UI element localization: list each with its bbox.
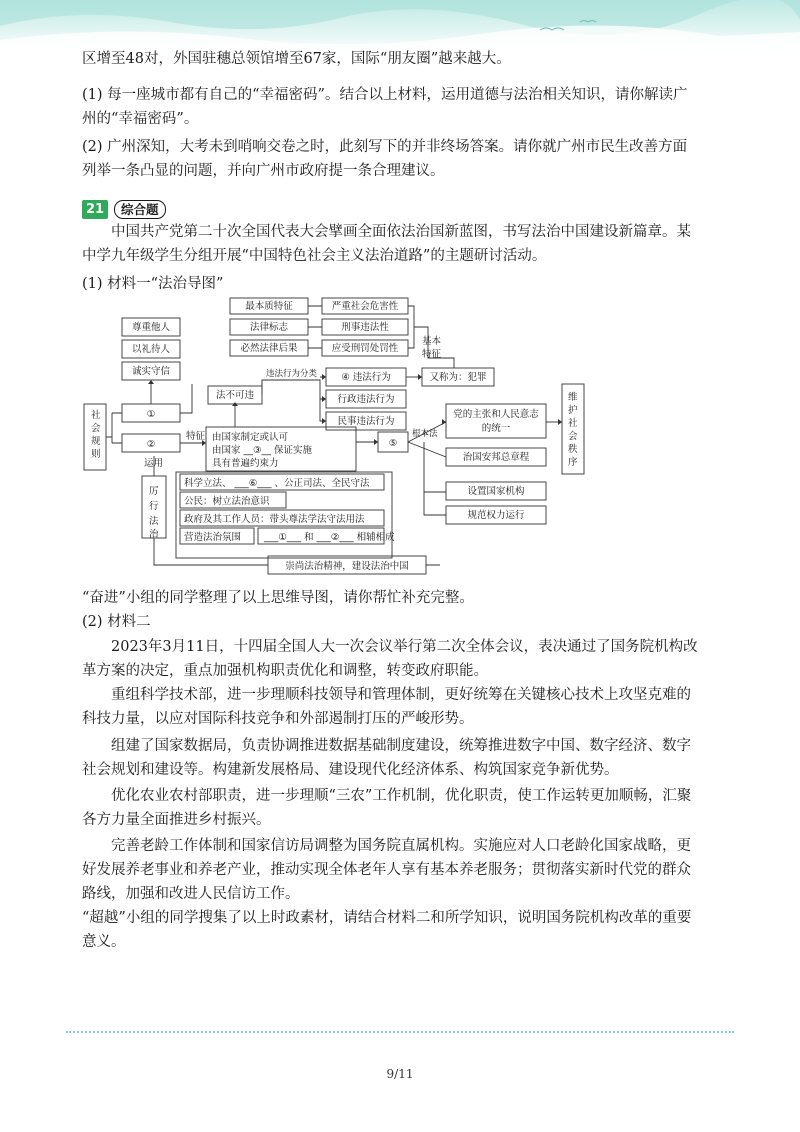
question-type-tag: 综合题 bbox=[114, 200, 166, 219]
material2-line: 路线，加强和改进人民信访工作。 bbox=[82, 886, 300, 902]
blank-5: ⑤ bbox=[388, 438, 398, 449]
basic-label: 特征 bbox=[422, 349, 442, 360]
question-part-2-cont: 列举一条凸显的问题，并向广州市政府提一条合理建议。 bbox=[82, 163, 445, 179]
constitution-item: 治国安邦总章程 bbox=[462, 452, 530, 463]
material2-line: 组建了国家数据局，负责协调推进数据基础制度建设，统筹推进数字中国、数字经济、数字 bbox=[111, 738, 691, 754]
violation-item: 行政违法行为 bbox=[337, 394, 395, 405]
paragraph-line: 区增至48对，外国驻穗总领馆增至67家，国际“朋友圈”越来越大。 bbox=[82, 51, 511, 67]
material2-line: 2023年3月11日，十四届全国人大一次会议举行第二次全体会议，表决通过了国务院机构改 bbox=[111, 639, 698, 655]
rule-of-law-mind-map bbox=[82, 296, 590, 578]
law-inviolable: 法不可违 bbox=[215, 390, 255, 401]
material2-line: 重组科学技术部，进一步理顺科技领导和管理体制，更好统筹在关键核心技术上攻坚克难的 bbox=[111, 687, 691, 703]
maintain-label: 维护社会秩序 bbox=[568, 392, 578, 468]
violation-class-label: 违法行为分类 bbox=[266, 369, 318, 379]
feature-line: 由国家制定或认可 bbox=[212, 432, 289, 443]
blank-2: ② bbox=[146, 439, 156, 450]
material2-question: “超越”小组的同学搜集了以上时政素材，请结合材料二和所学知识，说明国务院机构改革的重要 bbox=[82, 910, 692, 926]
left-item: 以礼待人 bbox=[131, 344, 171, 355]
also-called: 又称为：犯罪 bbox=[429, 372, 487, 383]
constitution-item: 规范权力运行 bbox=[467, 510, 525, 521]
diagram-instruction: “奋进”小组的同学整理了以上思维导图，请你帮忙补充完整。 bbox=[82, 590, 474, 606]
violation-item: ④ 违法行为 bbox=[341, 372, 391, 383]
sub-question-2: (2) 材料二 bbox=[82, 614, 151, 630]
material2-line: 革方案的决定，重点加强机构职责优化和调整，转变政府职能。 bbox=[82, 663, 488, 679]
question-header bbox=[82, 198, 166, 220]
social-rules-label: 社会规则 bbox=[91, 410, 101, 460]
material2-line: 科技力量，以应对国际科技竞争和外部遏制打压的严峻形势。 bbox=[82, 711, 474, 727]
material2-line: 各方力量全面推进乡村振兴。 bbox=[82, 812, 271, 828]
apply-label: 运用 bbox=[144, 458, 164, 469]
crime-feature: 严重社会危害性 bbox=[331, 301, 399, 312]
material2-line: 社会规划和建设等。构建新发展格局、建设现代化经济体系、构筑国家竞争新优势。 bbox=[82, 762, 619, 778]
root-law-label: 根本法 bbox=[412, 429, 438, 439]
question-part-1: (1) 每一座城市都有自己的“幸福密码”。结合以上材料，运用道德与法治相关知识，请你解读广 bbox=[82, 87, 688, 103]
basic-feature: 必然法律后果 bbox=[240, 343, 298, 354]
question-part-1-cont: 州的“幸福密码”。 bbox=[82, 111, 199, 127]
bottom-slogan: 崇尚法治精神，建设法治中国 bbox=[285, 561, 409, 572]
question-intro: 中国共产党第二十次全国代表大会擘画全面依法治国新蓝图，书写法治中国建设新篇章。某 bbox=[111, 224, 691, 240]
violation-item: 民事违法行为 bbox=[337, 416, 395, 427]
crime-feature: 应受刑罚处罚性 bbox=[331, 343, 399, 354]
question-intro-cont: 中学九年级学生分组开展“中国特色社会主义法治道路”的主题研讨活动。 bbox=[82, 248, 547, 264]
material2-line: 完善老龄工作体制和国家信访局调整为国务院直属机构。实施应对人口老龄化国家战略，更 bbox=[111, 838, 691, 854]
rule-of-law-item: 政府及其工作人员：带头尊法学法守法用法 bbox=[184, 514, 365, 525]
constitution-item: 设置国家机构 bbox=[467, 486, 525, 497]
material2-line: 好发展养老事业和养老产业，推动实现全体老年人享有基本养老服务；贯彻落实新时代党的群众 bbox=[82, 862, 691, 878]
footer-divider bbox=[66, 1031, 734, 1033]
page-number: 9/11 bbox=[386, 1067, 414, 1081]
left-item: 尊重他人 bbox=[131, 322, 171, 333]
basic-label: 基本 bbox=[422, 336, 442, 347]
blank-1: ① bbox=[146, 409, 156, 420]
sub-question-1: (1) 材料一“法治导图” bbox=[82, 276, 224, 292]
rule-of-law-item: 营造法治氛围 bbox=[184, 532, 242, 543]
material2-question-cont: 意义。 bbox=[82, 934, 126, 950]
feature-line: 具有普遍约束力 bbox=[212, 458, 279, 469]
rule-of-law-item: ___①___ 和 ___②___ 相辅相成 bbox=[264, 532, 395, 543]
rule-of-law-label: 厉行法治 bbox=[149, 486, 159, 540]
left-item: 诚实守信 bbox=[131, 366, 171, 377]
basic-feature: 最本质特征 bbox=[245, 301, 293, 312]
rule-of-law-item: 公民：树立法治意识 bbox=[184, 496, 270, 507]
material2-line: 优化农业农村部职责，进一步理顺“三农”工作机制，优化职责，使工作运转更加顺畅，汇聚 bbox=[111, 788, 692, 804]
question-number-badge: 21 bbox=[82, 200, 108, 219]
constitution-item: 的统一 bbox=[481, 423, 511, 434]
feature-line: 由国家 __③__ 保证实施 bbox=[212, 445, 313, 456]
crime-feature: 刑事违法性 bbox=[341, 322, 389, 333]
question-part-2: (2) 广州深知，大考未到哨响交卷之时，此刻写下的并非终场答案。请你就广州市民生改善方面 bbox=[82, 139, 688, 155]
constitution-item: 党的主张和人民意志 bbox=[453, 409, 539, 420]
basic-feature: 法律标志 bbox=[249, 322, 289, 333]
feature-label: 特征 bbox=[186, 431, 206, 442]
rule-of-law-item: 科学立法、 ___⑥___ 、公正司法、全民守法 bbox=[184, 478, 370, 489]
